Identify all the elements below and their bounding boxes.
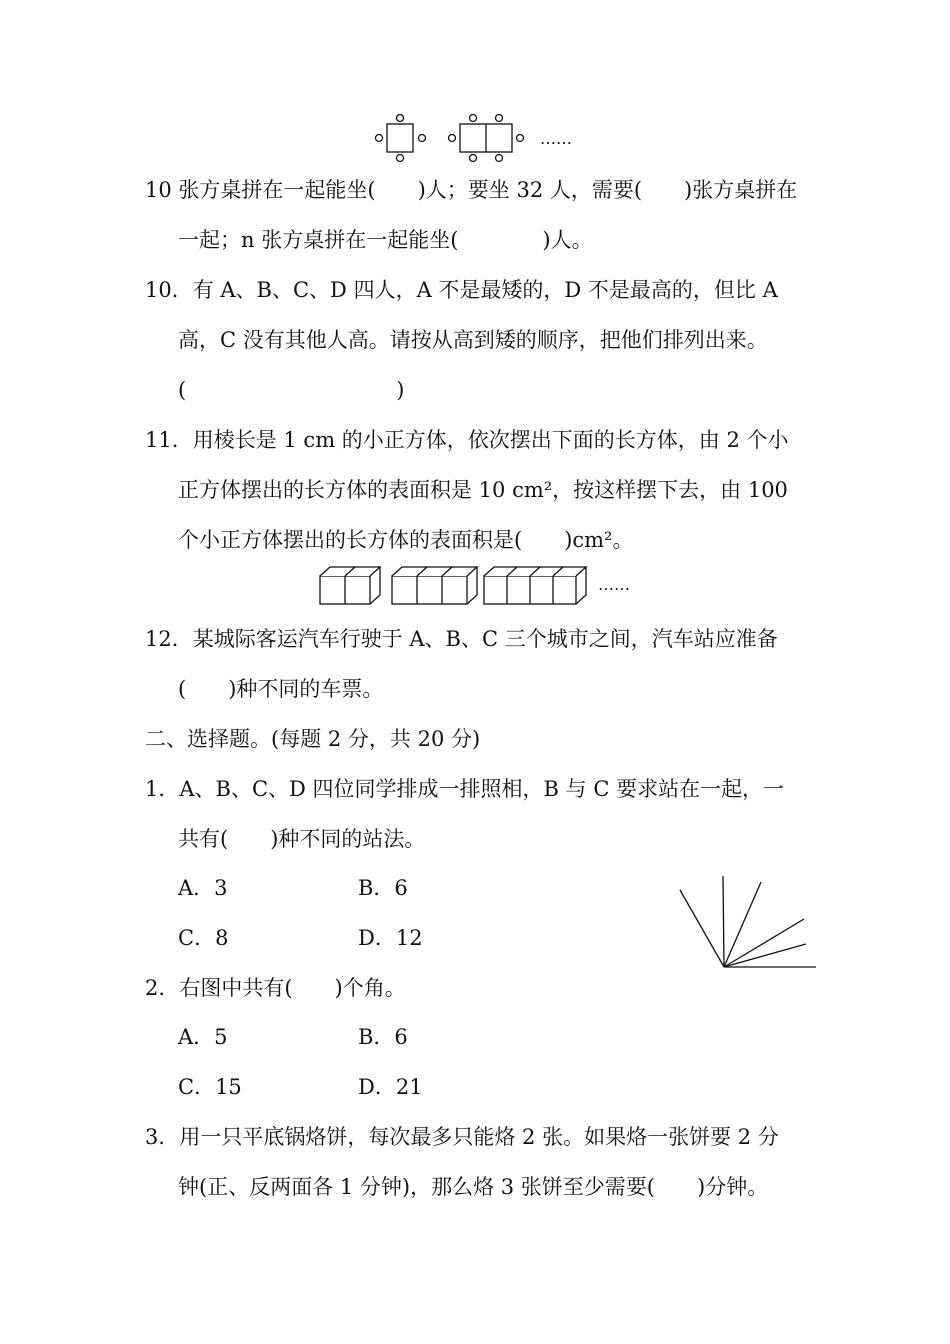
q9-line-2: 一起；n 张方桌拼在一起能坐( )人。 bbox=[178, 228, 593, 252]
mc1-option-d: D．12 bbox=[358, 926, 423, 950]
q11-line-1: 11．用棱长是 1 cm 的小正方体，依次摆出下面的长方体，由 2 个小 bbox=[145, 428, 789, 452]
q10-answer-blank: ( ) bbox=[178, 378, 405, 402]
q10-line-2: 高，C 没有其他人高。请按从高到矮的顺序，把他们排列出来。 bbox=[178, 328, 768, 352]
cube-figure-ellipsis: …… bbox=[598, 575, 630, 594]
mc2-option-c: C．15 bbox=[178, 1075, 242, 1099]
section-2-title: 二、选择题。(每题 2 分，共 20 分) bbox=[145, 727, 481, 751]
q11-line-2: 正方体摆出的长方体的表面积是 10 cm²，按这样摆下去，由 100 bbox=[178, 478, 788, 502]
mc2-option-a: A．5 bbox=[178, 1025, 228, 1049]
q9-line-1: 10 张方桌拼在一起能坐( )人；要坐 32 人，需要( )张方桌拼在 bbox=[145, 178, 798, 202]
mc1-option-b: B．6 bbox=[358, 876, 408, 900]
mc2-option-b: B．6 bbox=[358, 1025, 408, 1049]
mc1-line-1: 1．A、B、C、D 四位同学排成一排照相，B 与 C 要求站在一起，一 bbox=[145, 777, 785, 801]
mc1-option-c: C．8 bbox=[178, 926, 229, 950]
mc3-line-2: 钟(正、反两面各 1 分钟)，那么烙 3 张饼至少需要( )分钟。 bbox=[178, 1175, 769, 1199]
mc1-line-2: 共有( )种不同的站法。 bbox=[178, 827, 426, 851]
cube-rows-figure bbox=[316, 562, 596, 608]
mc1-option-a: A．3 bbox=[178, 876, 228, 900]
mc2-line-1: 2．右图中共有( )个角。 bbox=[145, 976, 406, 1000]
mc3-line-1: 3．用一只平底锅烙饼，每次最多只能烙 2 张。如果烙一张饼要 2 分 bbox=[145, 1125, 779, 1149]
angle-rays-figure bbox=[676, 872, 821, 972]
q11-line-3: 个小正方体摆出的长方体的表面积是( )cm²。 bbox=[178, 528, 634, 552]
table-figure-ellipsis: …… bbox=[540, 129, 572, 148]
q12-line-1: 12．某城际客运汽车行驶于 A、B、C 三个城市之间，汽车站应准备 bbox=[145, 627, 778, 651]
q10-line-1: 10．有 A、B、C、D 四人，A 不是最矮的，D 不是最高的，但比 A bbox=[145, 278, 778, 302]
q12-line-2: ( )种不同的车票。 bbox=[178, 677, 384, 701]
mc2-option-d: D．21 bbox=[358, 1075, 423, 1099]
single-table bbox=[387, 124, 413, 152]
